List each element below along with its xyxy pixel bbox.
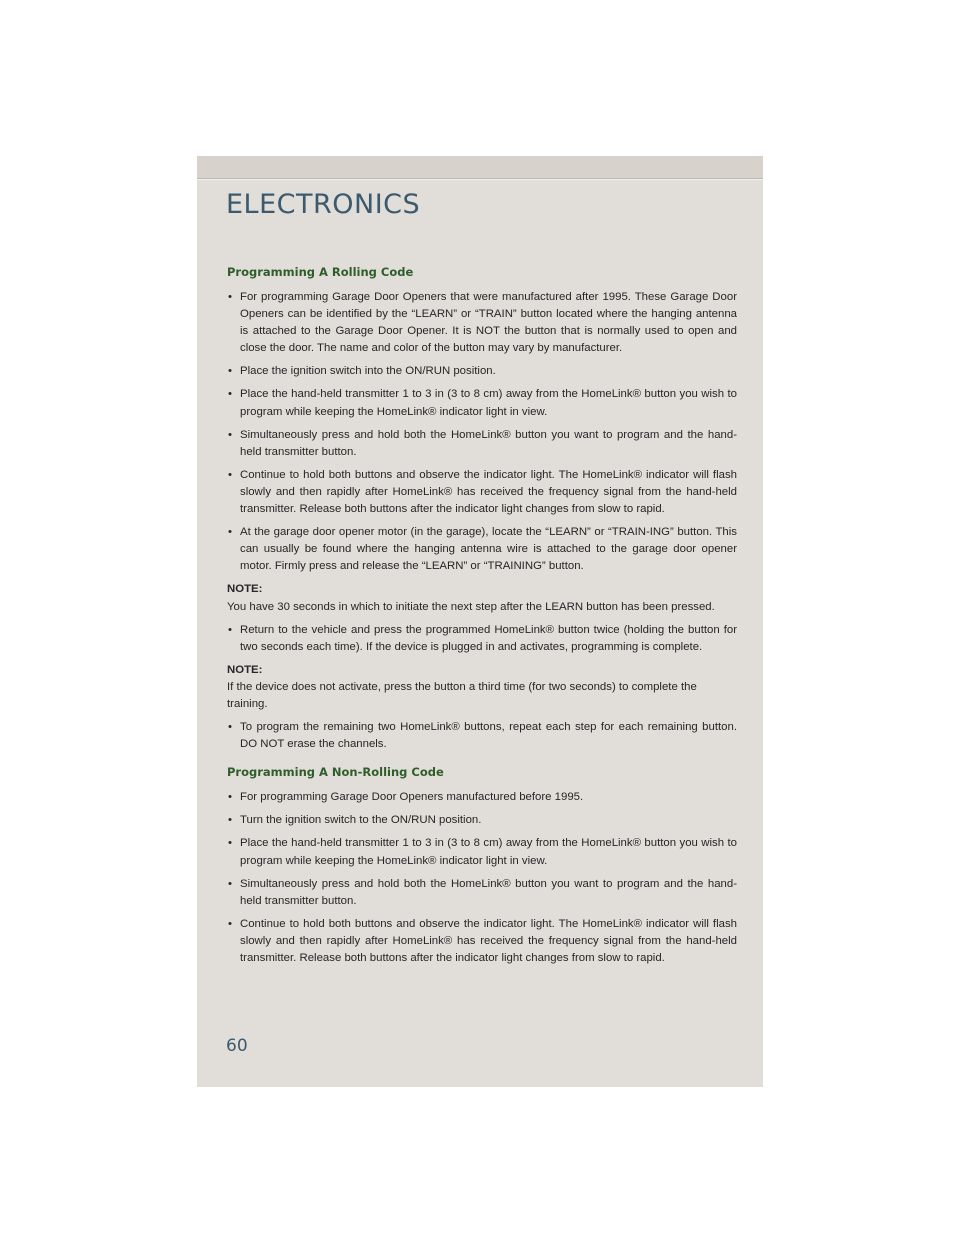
remaining-step — [227, 719, 737, 753]
note — [227, 662, 737, 713]
note-text: You have 30 seconds in which to initiate the next step after the LEARN button has been pressed. — [227, 600, 715, 613]
rolling-code-steps — [227, 289, 737, 575]
list-item: • Continue to hold both buttons and observe the indicator light. The HomeLink® indicator will flash slowly and then rapidly after HomeLink® has received the frequency signal from the hand-held transmitter. Release both buttons after the indicator light changes from slow to rapid. — [228, 917, 737, 964]
non-rolling-code-steps — [227, 789, 737, 967]
list-item: • Place the ignition switch into the ON/RUN position. — [228, 365, 496, 378]
list-item: • Simultaneously press and hold both the HomeLink® button you want to program and the hand-held transmitter button. — [228, 428, 737, 458]
rolling-code-heading: Programming A Rolling Code — [227, 265, 414, 279]
page-number: 60 — [226, 1036, 248, 1056]
list-item: • Simultaneously press and hold both the HomeLink® button you want to program and the hand-held transmitter button. — [228, 877, 737, 907]
return-step — [227, 622, 737, 656]
note-text: If the device does not activate, press the button a third time (for two seconds) to complete the training. — [227, 680, 697, 710]
list-item: • Place the hand-held transmitter 1 to 3 in (3 to 8 cm) away from the HomeLink® button you wish to program while keeping the HomeLink® indicator light in view. — [228, 388, 737, 418]
list-item: • To program the remaining two HomeLink® buttons, repeat each step for each remaining button. DO NOT erase the channels. — [228, 721, 737, 751]
list-item: • Continue to hold both buttons and observe the indicator light. The HomeLink® indicator will flash slowly and then rapidly after HomeLink® has received the frequency signal from the hand-held transmitter. Release both buttons after the indicator light changes from slow to rapid. — [228, 468, 737, 516]
header-rule — [197, 178, 763, 180]
list-item: • At the garage door opener motor (in the garage), locate the “LEARN” or “TRAIN-ING” button. This can usually be found where the hanging antenna wire is attached to the garage door opener motor. Firmly press and release the “LEARN” or “TRAINING” button. — [228, 526, 737, 573]
header-strip — [197, 156, 763, 178]
note-label: NOTE: — [227, 583, 263, 596]
list-item: • For programming Garage Door Openers manufactured before 1995. — [228, 791, 584, 804]
list-item: • For programming Garage Door Openers that were manufactured after 1995. These Garage Door Openers can be identified by the “LEARN” or “TRAIN” button located where the hanging antenna is attached to the Garage Door Opener. It is NOT the button that is normally used to open and close the door. The name and color of the button may vary by manufacturer. — [228, 291, 737, 355]
non-rolling-code-heading: Programming A Non-Rolling Code — [227, 765, 444, 780]
section-title: ELECTRONICS — [226, 189, 421, 220]
note — [227, 581, 737, 615]
list-item: • Return to the vehicle and press the programmed HomeLink® button twice (holding the button for two seconds each time). If the device is plugged in and activates, programming is complete. — [228, 623, 737, 653]
list-item: • Turn the ignition switch to the ON/RUN position. — [228, 814, 482, 827]
content — [227, 265, 737, 973]
manual-page — [197, 156, 763, 1087]
list-item: • Place the hand-held transmitter 1 to 3 in (3 to 8 cm) away from the HomeLink® button you wish to program while keeping the HomeLink® indicator light in view. — [228, 837, 737, 867]
note-label: NOTE: — [227, 663, 263, 676]
